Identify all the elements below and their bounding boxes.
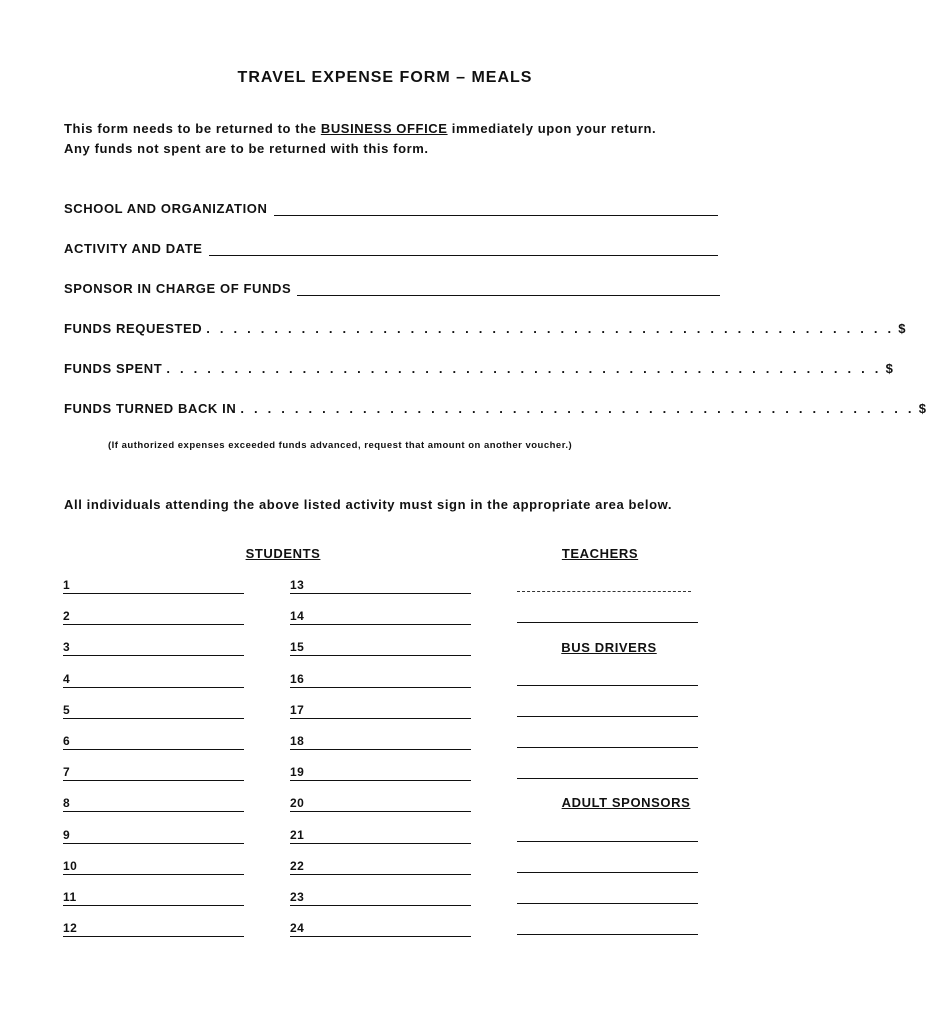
intro-before: This form needs to be returned to the — [64, 121, 321, 136]
student-signature-line[interactable] — [290, 825, 471, 844]
bus-driver-signature-line[interactable] — [517, 778, 698, 779]
dollar-sign: $ — [885, 361, 894, 376]
student-signature-line[interactable] — [290, 731, 471, 750]
student-number: 12 — [63, 921, 78, 935]
activity-date-label: ACTIVITY AND DATE — [64, 241, 203, 256]
student-signature-line[interactable] — [63, 825, 244, 844]
student-number: 1 — [63, 578, 71, 592]
student-signature-line[interactable] — [63, 762, 244, 781]
bus-driver-signature-line[interactable] — [517, 747, 698, 748]
sponsor-field — [64, 276, 720, 296]
adult-sponsors-heading: ADULT SPONSORS — [561, 795, 691, 810]
leader-dots: . . . . . . . . . . . . . . . . . . . . . . . . . . . . . . . . . . . . . . . . . . . . . . . . . . — [240, 401, 915, 416]
bus-driver-signature-line[interactable] — [517, 685, 698, 686]
student-signature-line[interactable] — [290, 606, 471, 625]
activity-date-input-line[interactable] — [209, 241, 718, 256]
student-number: 4 — [63, 672, 71, 686]
student-number: 2 — [63, 609, 71, 623]
intro-text — [64, 119, 754, 159]
sponsor-input-line[interactable] — [297, 281, 720, 296]
intro-line-1 — [64, 119, 754, 139]
student-number: 11 — [63, 890, 77, 904]
school-organization-label: SCHOOL AND ORGANIZATION — [64, 201, 268, 216]
student-signature-line[interactable] — [63, 669, 244, 688]
student-signature-line[interactable] — [290, 793, 471, 812]
student-signature-line[interactable] — [63, 606, 244, 625]
student-number: 23 — [290, 890, 305, 904]
student-number: 10 — [63, 859, 78, 873]
student-number: 8 — [63, 796, 71, 810]
funds-spent-field — [64, 356, 894, 376]
student-number: 5 — [63, 703, 71, 717]
student-signature-line[interactable] — [63, 856, 244, 875]
student-number: 19 — [290, 765, 305, 779]
intro-line-2: Any funds not spent are to be returned with this form. — [64, 141, 429, 156]
student-signature-line[interactable] — [290, 669, 471, 688]
student-signature-line[interactable] — [290, 575, 471, 594]
sponsor-label: SPONSOR IN CHARGE OF FUNDS — [64, 281, 292, 296]
student-signature-line[interactable] — [290, 762, 471, 781]
intro-after: immediately upon your return. — [447, 121, 657, 136]
leader-dots: . . . . . . . . . . . . . . . . . . . . . . . . . . . . . . . . . . . . . . . . . . . . . . . . . . . — [206, 321, 895, 336]
funds-requested-field — [64, 316, 907, 336]
student-number: 3 — [63, 640, 71, 654]
school-organization-input-line[interactable] — [274, 201, 719, 216]
teachers-heading: TEACHERS — [561, 546, 639, 561]
adult-sponsor-signature-line[interactable] — [517, 903, 698, 904]
funds-requested-label: FUNDS REQUESTED — [64, 321, 203, 336]
student-signature-line[interactable] — [63, 918, 244, 937]
bus-driver-signature-line[interactable] — [517, 716, 698, 717]
teacher-signature-line[interactable] — [517, 622, 698, 623]
student-number: 16 — [290, 672, 305, 686]
dollar-sign: $ — [898, 321, 907, 336]
form-title: TRAVEL EXPENSE FORM – MEALS — [237, 69, 533, 86]
student-signature-line[interactable] — [290, 918, 471, 937]
voucher-note: (If authorized expenses exceeded funds advanced, request that amount on another voucher.) — [108, 440, 573, 451]
activity-date-field — [64, 236, 718, 256]
student-number: 6 — [63, 734, 71, 748]
student-signature-line[interactable] — [63, 887, 244, 906]
sign-instruction: All individuals attending the above listed activity must sign in the appropriate area below. — [64, 497, 673, 512]
funds-turned-back-label: FUNDS TURNED BACK IN — [64, 401, 237, 416]
school-organization-field — [64, 196, 718, 216]
funds-spent-label: FUNDS SPENT — [64, 361, 163, 376]
student-signature-line[interactable] — [290, 887, 471, 906]
student-signature-line[interactable] — [63, 575, 244, 594]
student-signature-line[interactable] — [63, 793, 244, 812]
adult-sponsor-signature-line[interactable] — [517, 841, 698, 842]
student-signature-line[interactable] — [63, 637, 244, 656]
students-heading: STUDENTS — [245, 546, 321, 561]
student-signature-line[interactable] — [63, 700, 244, 719]
dollar-sign: $ — [918, 401, 927, 416]
leader-dots: . . . . . . . . . . . . . . . . . . . . . . . . . . . . . . . . . . . . . . . . . . . . . . . . . . . . . — [166, 361, 882, 376]
student-number: 24 — [290, 921, 305, 935]
student-number: 21 — [290, 828, 305, 842]
student-signature-line[interactable] — [290, 700, 471, 719]
funds-turned-back-field — [64, 396, 927, 416]
student-signature-line[interactable] — [290, 637, 471, 656]
student-number: 17 — [290, 703, 305, 717]
student-number: 7 — [63, 765, 71, 779]
student-number: 18 — [290, 734, 305, 748]
student-number: 13 — [290, 578, 305, 592]
business-office-text: BUSINESS OFFICE — [320, 121, 448, 136]
student-number: 15 — [290, 640, 305, 654]
student-signature-line[interactable] — [290, 856, 471, 875]
student-number: 20 — [290, 796, 305, 810]
teacher-signature-line[interactable] — [517, 591, 691, 592]
student-number: 14 — [290, 609, 305, 623]
student-number: 22 — [290, 859, 305, 873]
student-number: 9 — [63, 828, 71, 842]
adult-sponsor-signature-line[interactable] — [517, 872, 698, 873]
adult-sponsor-signature-line[interactable] — [517, 934, 698, 935]
bus-drivers-heading: BUS DRIVERS — [561, 640, 657, 655]
student-signature-line[interactable] — [63, 731, 244, 750]
